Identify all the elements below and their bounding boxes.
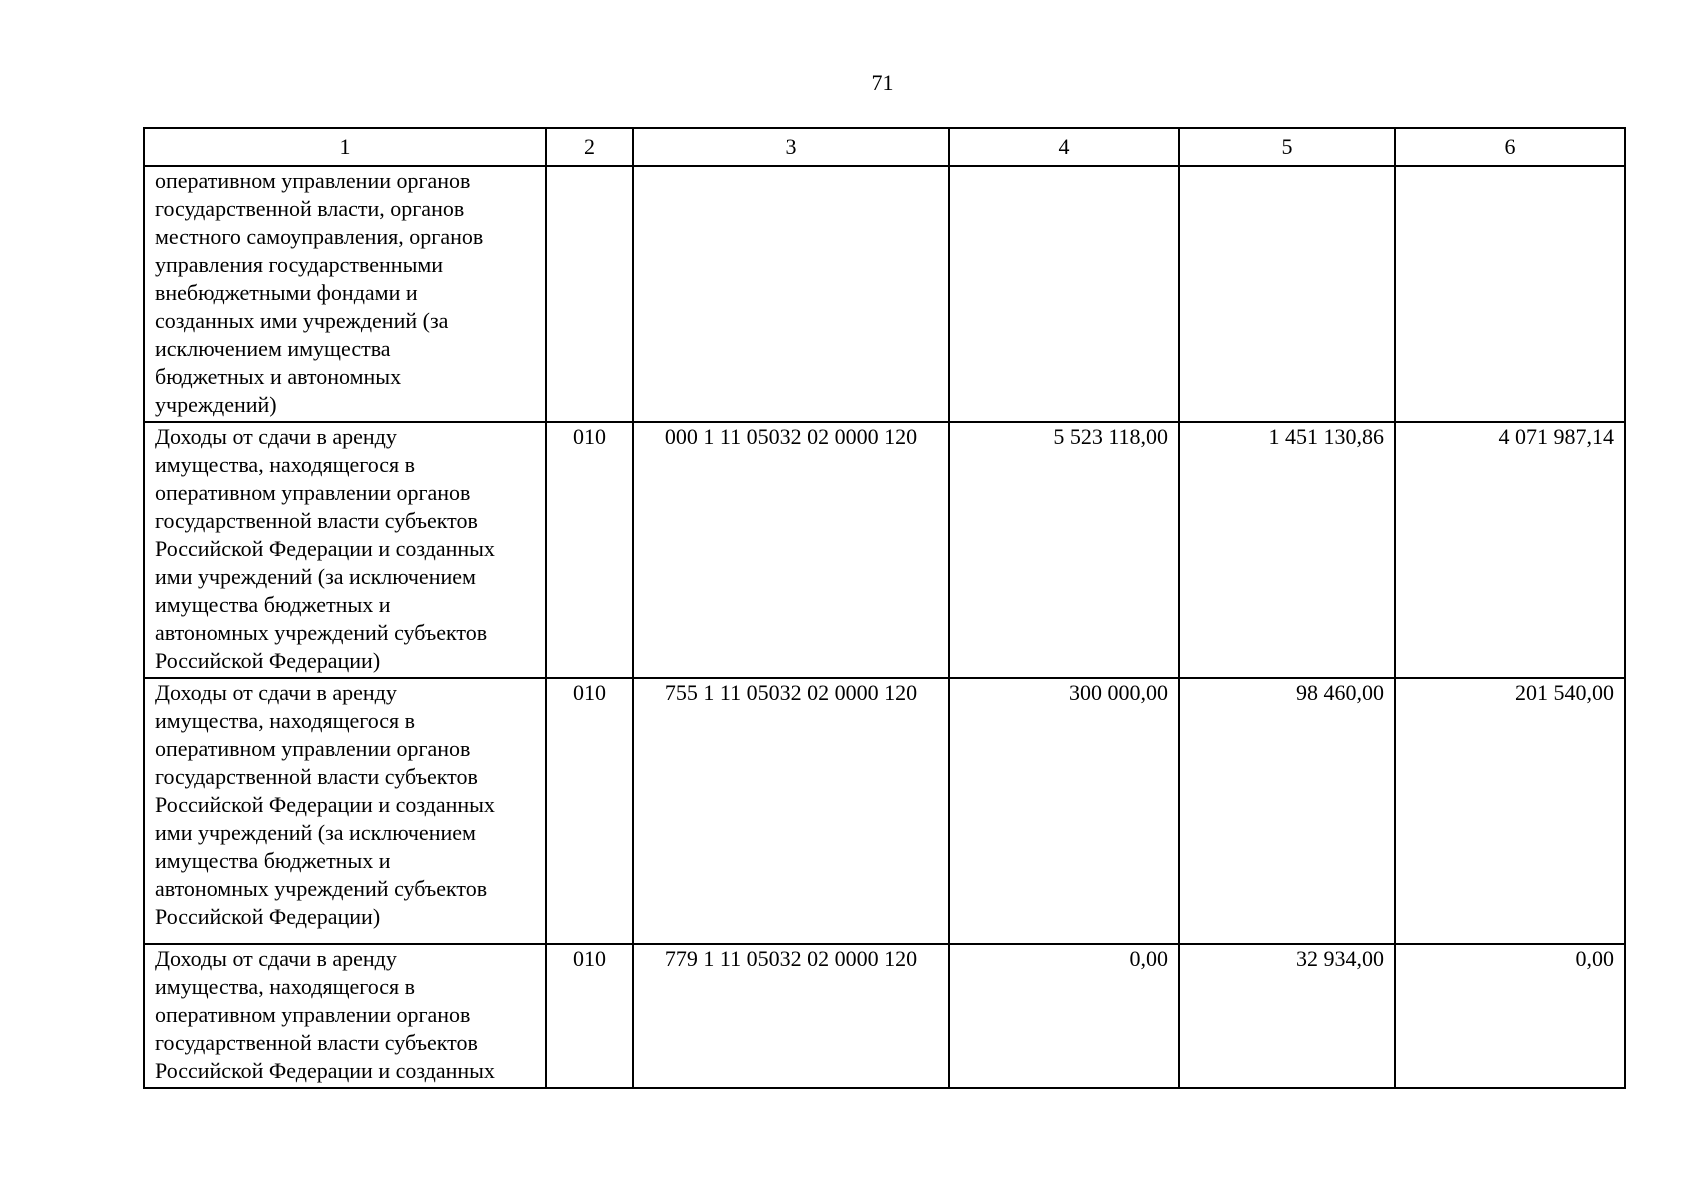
executed-amount-cell: 32 934,00 [1179, 944, 1395, 1088]
income-code-cell: 779 1 11 05032 02 0000 120 [633, 944, 949, 1088]
column-header-2: 2 [546, 128, 633, 166]
table-row [144, 678, 1625, 944]
table-row-continuation [144, 166, 1625, 422]
unexecuted-amount-cell: 201 540,00 [1395, 678, 1625, 944]
line-code-cell: 010 [546, 422, 633, 678]
income-code-cell: 000 1 11 05032 02 0000 120 [633, 422, 949, 678]
unexecuted-amount-cell: 4 071 987,14 [1395, 422, 1625, 678]
column-header-5: 5 [1179, 128, 1395, 166]
page-number: 71 [871, 70, 894, 95]
approved-amount-cell [949, 166, 1179, 422]
column-header-3: 3 [633, 128, 949, 166]
approved-amount-cell: 300 000,00 [949, 678, 1179, 944]
executed-amount-cell: 1 451 130,86 [1179, 422, 1395, 678]
approved-amount-cell: 0,00 [949, 944, 1179, 1088]
row-name-cell: Доходы от сдачи в аренду имущества, находящегося в оперативном управлении органов государственной власти субъектов Российской Федерации и созданных ими учреждений (за исключением имущества бюджетных и автономных учреждений субъектов Российской Федерации) [144, 422, 546, 678]
executed-amount-cell: 98 460,00 [1179, 678, 1395, 944]
income-code-cell [633, 166, 949, 422]
table-row [144, 422, 1625, 678]
row-name-cell: оперативном управлении органов государственной власти, органов местного самоуправления, органов управления государственными внебюджетными фондами и созданных ими учреждений (за исключением имущества бюджетных и автономных учреждений) [144, 166, 546, 422]
line-code-cell: 010 [546, 944, 633, 1088]
row-name-cell: Доходы от сдачи в аренду имущества, находящегося в оперативном управлении органов государственной власти субъектов Российской Федерации и созданных [144, 944, 546, 1088]
executed-amount-cell [1179, 166, 1395, 422]
table-row [144, 944, 1625, 1088]
approved-amount-cell: 5 523 118,00 [949, 422, 1179, 678]
line-code-cell [546, 166, 633, 422]
income-report-table [143, 127, 1626, 1089]
unexecuted-amount-cell: 0,00 [1395, 944, 1625, 1088]
column-header-4: 4 [949, 128, 1179, 166]
table-header-row [144, 128, 1625, 166]
line-code-cell: 010 [546, 678, 633, 944]
unexecuted-amount-cell [1395, 166, 1625, 422]
column-header-1: 1 [144, 128, 546, 166]
row-name-cell: Доходы от сдачи в аренду имущества, находящегося в оперативном управлении органов государственной власти субъектов Российской Федерации и созданных ими учреждений (за исключением имущества бюджетных и автономных учреждений субъектов Российской Федерации) [144, 678, 546, 944]
column-header-6: 6 [1395, 128, 1625, 166]
income-code-cell: 755 1 11 05032 02 0000 120 [633, 678, 949, 944]
